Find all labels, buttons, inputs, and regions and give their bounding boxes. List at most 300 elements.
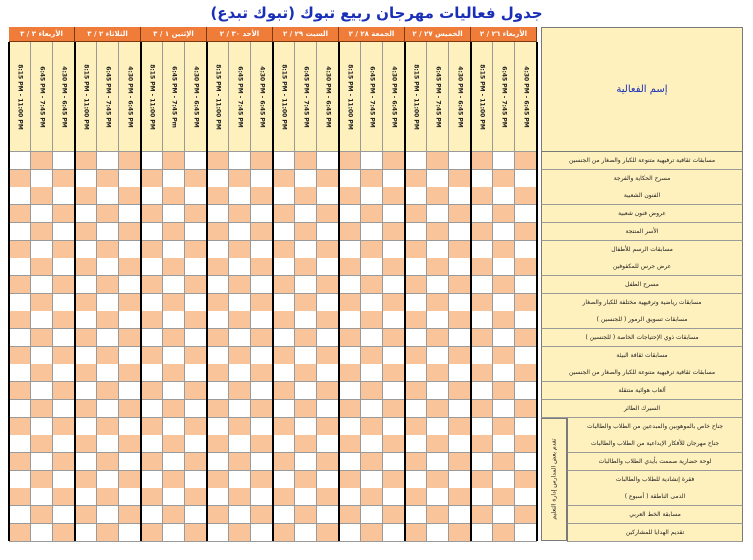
schedule-cell[interactable] xyxy=(75,205,97,223)
schedule-cell[interactable] xyxy=(449,329,471,347)
schedule-cell[interactable] xyxy=(515,258,537,276)
schedule-cell[interactable] xyxy=(515,223,537,241)
schedule-cell[interactable] xyxy=(317,506,339,524)
schedule-cell[interactable] xyxy=(141,524,163,542)
schedule-cell[interactable] xyxy=(229,276,251,294)
schedule-cell[interactable] xyxy=(295,435,317,453)
schedule-cell[interactable] xyxy=(97,382,119,400)
schedule-cell[interactable] xyxy=(273,364,295,382)
schedule-cell[interactable] xyxy=(97,187,119,205)
schedule-cell[interactable] xyxy=(75,187,97,205)
schedule-cell[interactable] xyxy=(141,241,163,259)
schedule-cell[interactable] xyxy=(75,364,97,382)
schedule-cell[interactable] xyxy=(317,187,339,205)
schedule-cell[interactable] xyxy=(53,241,75,259)
schedule-cell[interactable] xyxy=(75,453,97,471)
schedule-cell[interactable] xyxy=(185,329,207,347)
schedule-cell[interactable] xyxy=(383,152,405,170)
schedule-cell[interactable] xyxy=(427,205,449,223)
schedule-cell[interactable] xyxy=(207,187,229,205)
schedule-cell[interactable] xyxy=(449,276,471,294)
schedule-cell[interactable] xyxy=(515,347,537,365)
schedule-cell[interactable] xyxy=(97,152,119,170)
schedule-cell[interactable] xyxy=(97,205,119,223)
schedule-cell[interactable] xyxy=(339,258,361,276)
schedule-cell[interactable] xyxy=(163,418,185,436)
schedule-cell[interactable] xyxy=(251,329,273,347)
schedule-cell[interactable] xyxy=(273,453,295,471)
schedule-cell[interactable] xyxy=(53,329,75,347)
schedule-cell[interactable] xyxy=(75,524,97,542)
schedule-cell[interactable] xyxy=(317,488,339,506)
schedule-cell[interactable] xyxy=(295,170,317,188)
schedule-cell[interactable] xyxy=(471,435,493,453)
schedule-cell[interactable] xyxy=(141,329,163,347)
schedule-cell[interactable] xyxy=(471,241,493,259)
schedule-cell[interactable] xyxy=(317,329,339,347)
schedule-cell[interactable] xyxy=(163,241,185,259)
schedule-cell[interactable] xyxy=(405,187,427,205)
schedule-cell[interactable] xyxy=(207,364,229,382)
schedule-cell[interactable] xyxy=(53,524,75,542)
schedule-cell[interactable] xyxy=(273,347,295,365)
schedule-cell[interactable] xyxy=(31,488,53,506)
schedule-cell[interactable] xyxy=(185,223,207,241)
schedule-cell[interactable] xyxy=(53,435,75,453)
schedule-cell[interactable] xyxy=(273,223,295,241)
schedule-cell[interactable] xyxy=(141,400,163,418)
schedule-cell[interactable] xyxy=(273,311,295,329)
schedule-cell[interactable] xyxy=(295,241,317,259)
schedule-cell[interactable] xyxy=(185,205,207,223)
schedule-cell[interactable] xyxy=(273,294,295,312)
schedule-cell[interactable] xyxy=(273,471,295,489)
schedule-cell[interactable] xyxy=(405,524,427,542)
schedule-cell[interactable] xyxy=(229,364,251,382)
schedule-cell[interactable] xyxy=(493,400,515,418)
schedule-cell[interactable] xyxy=(185,400,207,418)
schedule-cell[interactable] xyxy=(251,347,273,365)
schedule-cell[interactable] xyxy=(141,205,163,223)
schedule-cell[interactable] xyxy=(361,400,383,418)
schedule-cell[interactable] xyxy=(515,187,537,205)
schedule-cell[interactable] xyxy=(119,400,141,418)
schedule-cell[interactable] xyxy=(31,435,53,453)
schedule-cell[interactable] xyxy=(361,471,383,489)
schedule-cell[interactable] xyxy=(339,205,361,223)
schedule-cell[interactable] xyxy=(185,506,207,524)
schedule-cell[interactable] xyxy=(361,382,383,400)
schedule-cell[interactable] xyxy=(427,223,449,241)
schedule-cell[interactable] xyxy=(383,400,405,418)
schedule-cell[interactable] xyxy=(295,471,317,489)
schedule-cell[interactable] xyxy=(141,506,163,524)
schedule-cell[interactable] xyxy=(515,488,537,506)
schedule-cell[interactable] xyxy=(317,152,339,170)
schedule-cell[interactable] xyxy=(471,294,493,312)
schedule-cell[interactable] xyxy=(273,187,295,205)
schedule-cell[interactable] xyxy=(229,382,251,400)
schedule-cell[interactable] xyxy=(9,364,31,382)
schedule-cell[interactable] xyxy=(405,152,427,170)
schedule-cell[interactable] xyxy=(207,471,229,489)
schedule-cell[interactable] xyxy=(405,347,427,365)
schedule-cell[interactable] xyxy=(361,294,383,312)
schedule-cell[interactable] xyxy=(493,152,515,170)
schedule-cell[interactable] xyxy=(295,187,317,205)
schedule-cell[interactable] xyxy=(97,258,119,276)
schedule-cell[interactable] xyxy=(273,205,295,223)
schedule-cell[interactable] xyxy=(53,471,75,489)
schedule-cell[interactable] xyxy=(295,382,317,400)
schedule-cell[interactable] xyxy=(185,488,207,506)
schedule-cell[interactable] xyxy=(97,400,119,418)
schedule-cell[interactable] xyxy=(31,294,53,312)
schedule-cell[interactable] xyxy=(163,311,185,329)
schedule-cell[interactable] xyxy=(229,223,251,241)
schedule-cell[interactable] xyxy=(119,488,141,506)
schedule-cell[interactable] xyxy=(53,382,75,400)
schedule-cell[interactable] xyxy=(185,152,207,170)
schedule-cell[interactable] xyxy=(31,152,53,170)
schedule-cell[interactable] xyxy=(141,364,163,382)
schedule-cell[interactable] xyxy=(9,241,31,259)
schedule-cell[interactable] xyxy=(207,223,229,241)
schedule-cell[interactable] xyxy=(317,347,339,365)
schedule-cell[interactable] xyxy=(273,524,295,542)
schedule-cell[interactable] xyxy=(515,435,537,453)
schedule-cell[interactable] xyxy=(9,382,31,400)
schedule-cell[interactable] xyxy=(361,170,383,188)
schedule-cell[interactable] xyxy=(295,311,317,329)
schedule-cell[interactable] xyxy=(449,382,471,400)
schedule-cell[interactable] xyxy=(339,223,361,241)
schedule-cell[interactable] xyxy=(119,418,141,436)
schedule-cell[interactable] xyxy=(295,329,317,347)
schedule-cell[interactable] xyxy=(471,170,493,188)
schedule-cell[interactable] xyxy=(31,453,53,471)
schedule-cell[interactable] xyxy=(515,524,537,542)
schedule-cell[interactable] xyxy=(119,329,141,347)
schedule-cell[interactable] xyxy=(427,347,449,365)
schedule-cell[interactable] xyxy=(185,418,207,436)
schedule-cell[interactable] xyxy=(9,400,31,418)
schedule-cell[interactable] xyxy=(75,294,97,312)
schedule-cell[interactable] xyxy=(361,524,383,542)
schedule-cell[interactable] xyxy=(229,347,251,365)
schedule-cell[interactable] xyxy=(317,524,339,542)
schedule-cell[interactable] xyxy=(207,347,229,365)
schedule-cell[interactable] xyxy=(163,400,185,418)
schedule-cell[interactable] xyxy=(31,524,53,542)
schedule-cell[interactable] xyxy=(251,187,273,205)
schedule-cell[interactable] xyxy=(9,488,31,506)
schedule-cell[interactable] xyxy=(207,488,229,506)
schedule-cell[interactable] xyxy=(75,382,97,400)
schedule-cell[interactable] xyxy=(9,471,31,489)
schedule-cell[interactable] xyxy=(427,435,449,453)
schedule-cell[interactable] xyxy=(405,223,427,241)
schedule-cell[interactable] xyxy=(141,311,163,329)
schedule-cell[interactable] xyxy=(97,364,119,382)
schedule-cell[interactable] xyxy=(185,170,207,188)
schedule-cell[interactable] xyxy=(207,329,229,347)
schedule-cell[interactable] xyxy=(339,276,361,294)
schedule-cell[interactable] xyxy=(427,152,449,170)
schedule-cell[interactable] xyxy=(295,258,317,276)
schedule-cell[interactable] xyxy=(9,506,31,524)
schedule-cell[interactable] xyxy=(471,347,493,365)
schedule-cell[interactable] xyxy=(141,453,163,471)
schedule-cell[interactable] xyxy=(405,418,427,436)
schedule-cell[interactable] xyxy=(493,453,515,471)
schedule-cell[interactable] xyxy=(251,152,273,170)
schedule-cell[interactable] xyxy=(449,258,471,276)
schedule-cell[interactable] xyxy=(75,418,97,436)
schedule-cell[interactable] xyxy=(471,187,493,205)
schedule-cell[interactable] xyxy=(339,382,361,400)
schedule-cell[interactable] xyxy=(383,506,405,524)
schedule-cell[interactable] xyxy=(251,223,273,241)
schedule-cell[interactable] xyxy=(493,294,515,312)
schedule-cell[interactable] xyxy=(31,187,53,205)
schedule-cell[interactable] xyxy=(361,347,383,365)
schedule-cell[interactable] xyxy=(119,364,141,382)
schedule-cell[interactable] xyxy=(295,152,317,170)
schedule-cell[interactable] xyxy=(493,170,515,188)
schedule-cell[interactable] xyxy=(229,506,251,524)
schedule-cell[interactable] xyxy=(471,311,493,329)
schedule-cell[interactable] xyxy=(207,241,229,259)
schedule-cell[interactable] xyxy=(317,258,339,276)
schedule-cell[interactable] xyxy=(31,311,53,329)
schedule-cell[interactable] xyxy=(339,488,361,506)
schedule-cell[interactable] xyxy=(317,276,339,294)
schedule-cell[interactable] xyxy=(427,400,449,418)
schedule-cell[interactable] xyxy=(383,258,405,276)
schedule-cell[interactable] xyxy=(229,524,251,542)
schedule-cell[interactable] xyxy=(405,506,427,524)
schedule-cell[interactable] xyxy=(361,152,383,170)
schedule-cell[interactable] xyxy=(449,187,471,205)
schedule-cell[interactable] xyxy=(251,435,273,453)
schedule-cell[interactable] xyxy=(317,170,339,188)
schedule-cell[interactable] xyxy=(361,187,383,205)
schedule-cell[interactable] xyxy=(251,506,273,524)
schedule-cell[interactable] xyxy=(141,418,163,436)
schedule-cell[interactable] xyxy=(185,276,207,294)
schedule-cell[interactable] xyxy=(317,435,339,453)
schedule-cell[interactable] xyxy=(317,205,339,223)
schedule-cell[interactable] xyxy=(207,418,229,436)
schedule-cell[interactable] xyxy=(493,347,515,365)
schedule-cell[interactable] xyxy=(273,241,295,259)
schedule-cell[interactable] xyxy=(141,276,163,294)
schedule-cell[interactable] xyxy=(493,471,515,489)
schedule-cell[interactable] xyxy=(185,294,207,312)
schedule-cell[interactable] xyxy=(295,364,317,382)
schedule-cell[interactable] xyxy=(405,435,427,453)
schedule-cell[interactable] xyxy=(493,382,515,400)
schedule-cell[interactable] xyxy=(273,276,295,294)
schedule-cell[interactable] xyxy=(9,329,31,347)
schedule-cell[interactable] xyxy=(9,524,31,542)
schedule-cell[interactable] xyxy=(141,488,163,506)
schedule-cell[interactable] xyxy=(9,435,31,453)
schedule-cell[interactable] xyxy=(449,453,471,471)
schedule-cell[interactable] xyxy=(185,435,207,453)
schedule-cell[interactable] xyxy=(163,471,185,489)
schedule-cell[interactable] xyxy=(295,488,317,506)
schedule-cell[interactable] xyxy=(493,418,515,436)
schedule-cell[interactable] xyxy=(449,524,471,542)
schedule-cell[interactable] xyxy=(427,471,449,489)
schedule-cell[interactable] xyxy=(251,364,273,382)
schedule-cell[interactable] xyxy=(339,329,361,347)
schedule-cell[interactable] xyxy=(163,223,185,241)
schedule-cell[interactable] xyxy=(229,187,251,205)
schedule-cell[interactable] xyxy=(317,311,339,329)
schedule-cell[interactable] xyxy=(339,311,361,329)
schedule-cell[interactable] xyxy=(383,241,405,259)
schedule-cell[interactable] xyxy=(251,524,273,542)
schedule-cell[interactable] xyxy=(361,241,383,259)
schedule-cell[interactable] xyxy=(97,488,119,506)
schedule-cell[interactable] xyxy=(31,205,53,223)
schedule-cell[interactable] xyxy=(405,453,427,471)
schedule-cell[interactable] xyxy=(31,347,53,365)
schedule-cell[interactable] xyxy=(185,311,207,329)
schedule-cell[interactable] xyxy=(251,294,273,312)
schedule-cell[interactable] xyxy=(31,241,53,259)
schedule-cell[interactable] xyxy=(119,453,141,471)
schedule-cell[interactable] xyxy=(229,453,251,471)
schedule-cell[interactable] xyxy=(9,223,31,241)
schedule-cell[interactable] xyxy=(251,471,273,489)
schedule-cell[interactable] xyxy=(141,223,163,241)
schedule-cell[interactable] xyxy=(427,382,449,400)
schedule-cell[interactable] xyxy=(449,152,471,170)
schedule-cell[interactable] xyxy=(75,435,97,453)
schedule-cell[interactable] xyxy=(317,453,339,471)
schedule-cell[interactable] xyxy=(427,453,449,471)
schedule-cell[interactable] xyxy=(31,170,53,188)
schedule-cell[interactable] xyxy=(141,435,163,453)
schedule-cell[interactable] xyxy=(185,187,207,205)
schedule-cell[interactable] xyxy=(75,258,97,276)
schedule-cell[interactable] xyxy=(97,453,119,471)
schedule-cell[interactable] xyxy=(361,506,383,524)
schedule-cell[interactable] xyxy=(383,294,405,312)
schedule-cell[interactable] xyxy=(31,364,53,382)
schedule-cell[interactable] xyxy=(119,506,141,524)
schedule-cell[interactable] xyxy=(405,311,427,329)
schedule-cell[interactable] xyxy=(339,524,361,542)
schedule-cell[interactable] xyxy=(75,400,97,418)
schedule-cell[interactable] xyxy=(295,524,317,542)
schedule-cell[interactable] xyxy=(427,488,449,506)
schedule-cell[interactable] xyxy=(251,276,273,294)
schedule-cell[interactable] xyxy=(273,400,295,418)
schedule-cell[interactable] xyxy=(75,241,97,259)
schedule-cell[interactable] xyxy=(493,435,515,453)
schedule-cell[interactable] xyxy=(317,471,339,489)
schedule-cell[interactable] xyxy=(273,329,295,347)
schedule-cell[interactable] xyxy=(361,453,383,471)
schedule-cell[interactable] xyxy=(493,506,515,524)
schedule-cell[interactable] xyxy=(229,471,251,489)
schedule-cell[interactable] xyxy=(53,311,75,329)
schedule-cell[interactable] xyxy=(493,258,515,276)
schedule-cell[interactable] xyxy=(295,223,317,241)
schedule-cell[interactable] xyxy=(383,471,405,489)
schedule-cell[interactable] xyxy=(361,223,383,241)
schedule-cell[interactable] xyxy=(207,311,229,329)
schedule-cell[interactable] xyxy=(339,170,361,188)
schedule-cell[interactable] xyxy=(207,435,229,453)
schedule-cell[interactable] xyxy=(207,152,229,170)
schedule-cell[interactable] xyxy=(383,223,405,241)
schedule-cell[interactable] xyxy=(427,506,449,524)
schedule-cell[interactable] xyxy=(163,258,185,276)
schedule-cell[interactable] xyxy=(9,258,31,276)
schedule-cell[interactable] xyxy=(53,453,75,471)
schedule-cell[interactable] xyxy=(207,524,229,542)
schedule-cell[interactable] xyxy=(207,453,229,471)
schedule-cell[interactable] xyxy=(515,364,537,382)
schedule-cell[interactable] xyxy=(229,311,251,329)
schedule-cell[interactable] xyxy=(251,453,273,471)
schedule-cell[interactable] xyxy=(383,205,405,223)
schedule-cell[interactable] xyxy=(207,382,229,400)
schedule-cell[interactable] xyxy=(163,187,185,205)
schedule-cell[interactable] xyxy=(383,329,405,347)
schedule-cell[interactable] xyxy=(273,418,295,436)
schedule-cell[interactable] xyxy=(427,524,449,542)
schedule-cell[interactable] xyxy=(163,453,185,471)
schedule-cell[interactable] xyxy=(515,453,537,471)
schedule-cell[interactable] xyxy=(383,382,405,400)
schedule-cell[interactable] xyxy=(75,347,97,365)
schedule-cell[interactable] xyxy=(295,205,317,223)
schedule-cell[interactable] xyxy=(97,311,119,329)
schedule-cell[interactable] xyxy=(163,435,185,453)
schedule-cell[interactable] xyxy=(75,506,97,524)
schedule-cell[interactable] xyxy=(471,524,493,542)
schedule-cell[interactable] xyxy=(273,258,295,276)
schedule-cell[interactable] xyxy=(119,311,141,329)
schedule-cell[interactable] xyxy=(185,453,207,471)
schedule-cell[interactable] xyxy=(31,471,53,489)
schedule-cell[interactable] xyxy=(207,294,229,312)
schedule-cell[interactable] xyxy=(427,276,449,294)
schedule-cell[interactable] xyxy=(229,152,251,170)
schedule-cell[interactable] xyxy=(515,241,537,259)
schedule-cell[interactable] xyxy=(9,294,31,312)
schedule-cell[interactable] xyxy=(119,382,141,400)
schedule-cell[interactable] xyxy=(383,170,405,188)
schedule-cell[interactable] xyxy=(75,311,97,329)
schedule-cell[interactable] xyxy=(53,400,75,418)
schedule-cell[interactable] xyxy=(185,364,207,382)
schedule-cell[interactable] xyxy=(207,170,229,188)
schedule-cell[interactable] xyxy=(75,223,97,241)
schedule-cell[interactable] xyxy=(449,506,471,524)
schedule-cell[interactable] xyxy=(339,471,361,489)
schedule-cell[interactable] xyxy=(471,488,493,506)
schedule-cell[interactable] xyxy=(53,223,75,241)
schedule-cell[interactable] xyxy=(471,471,493,489)
